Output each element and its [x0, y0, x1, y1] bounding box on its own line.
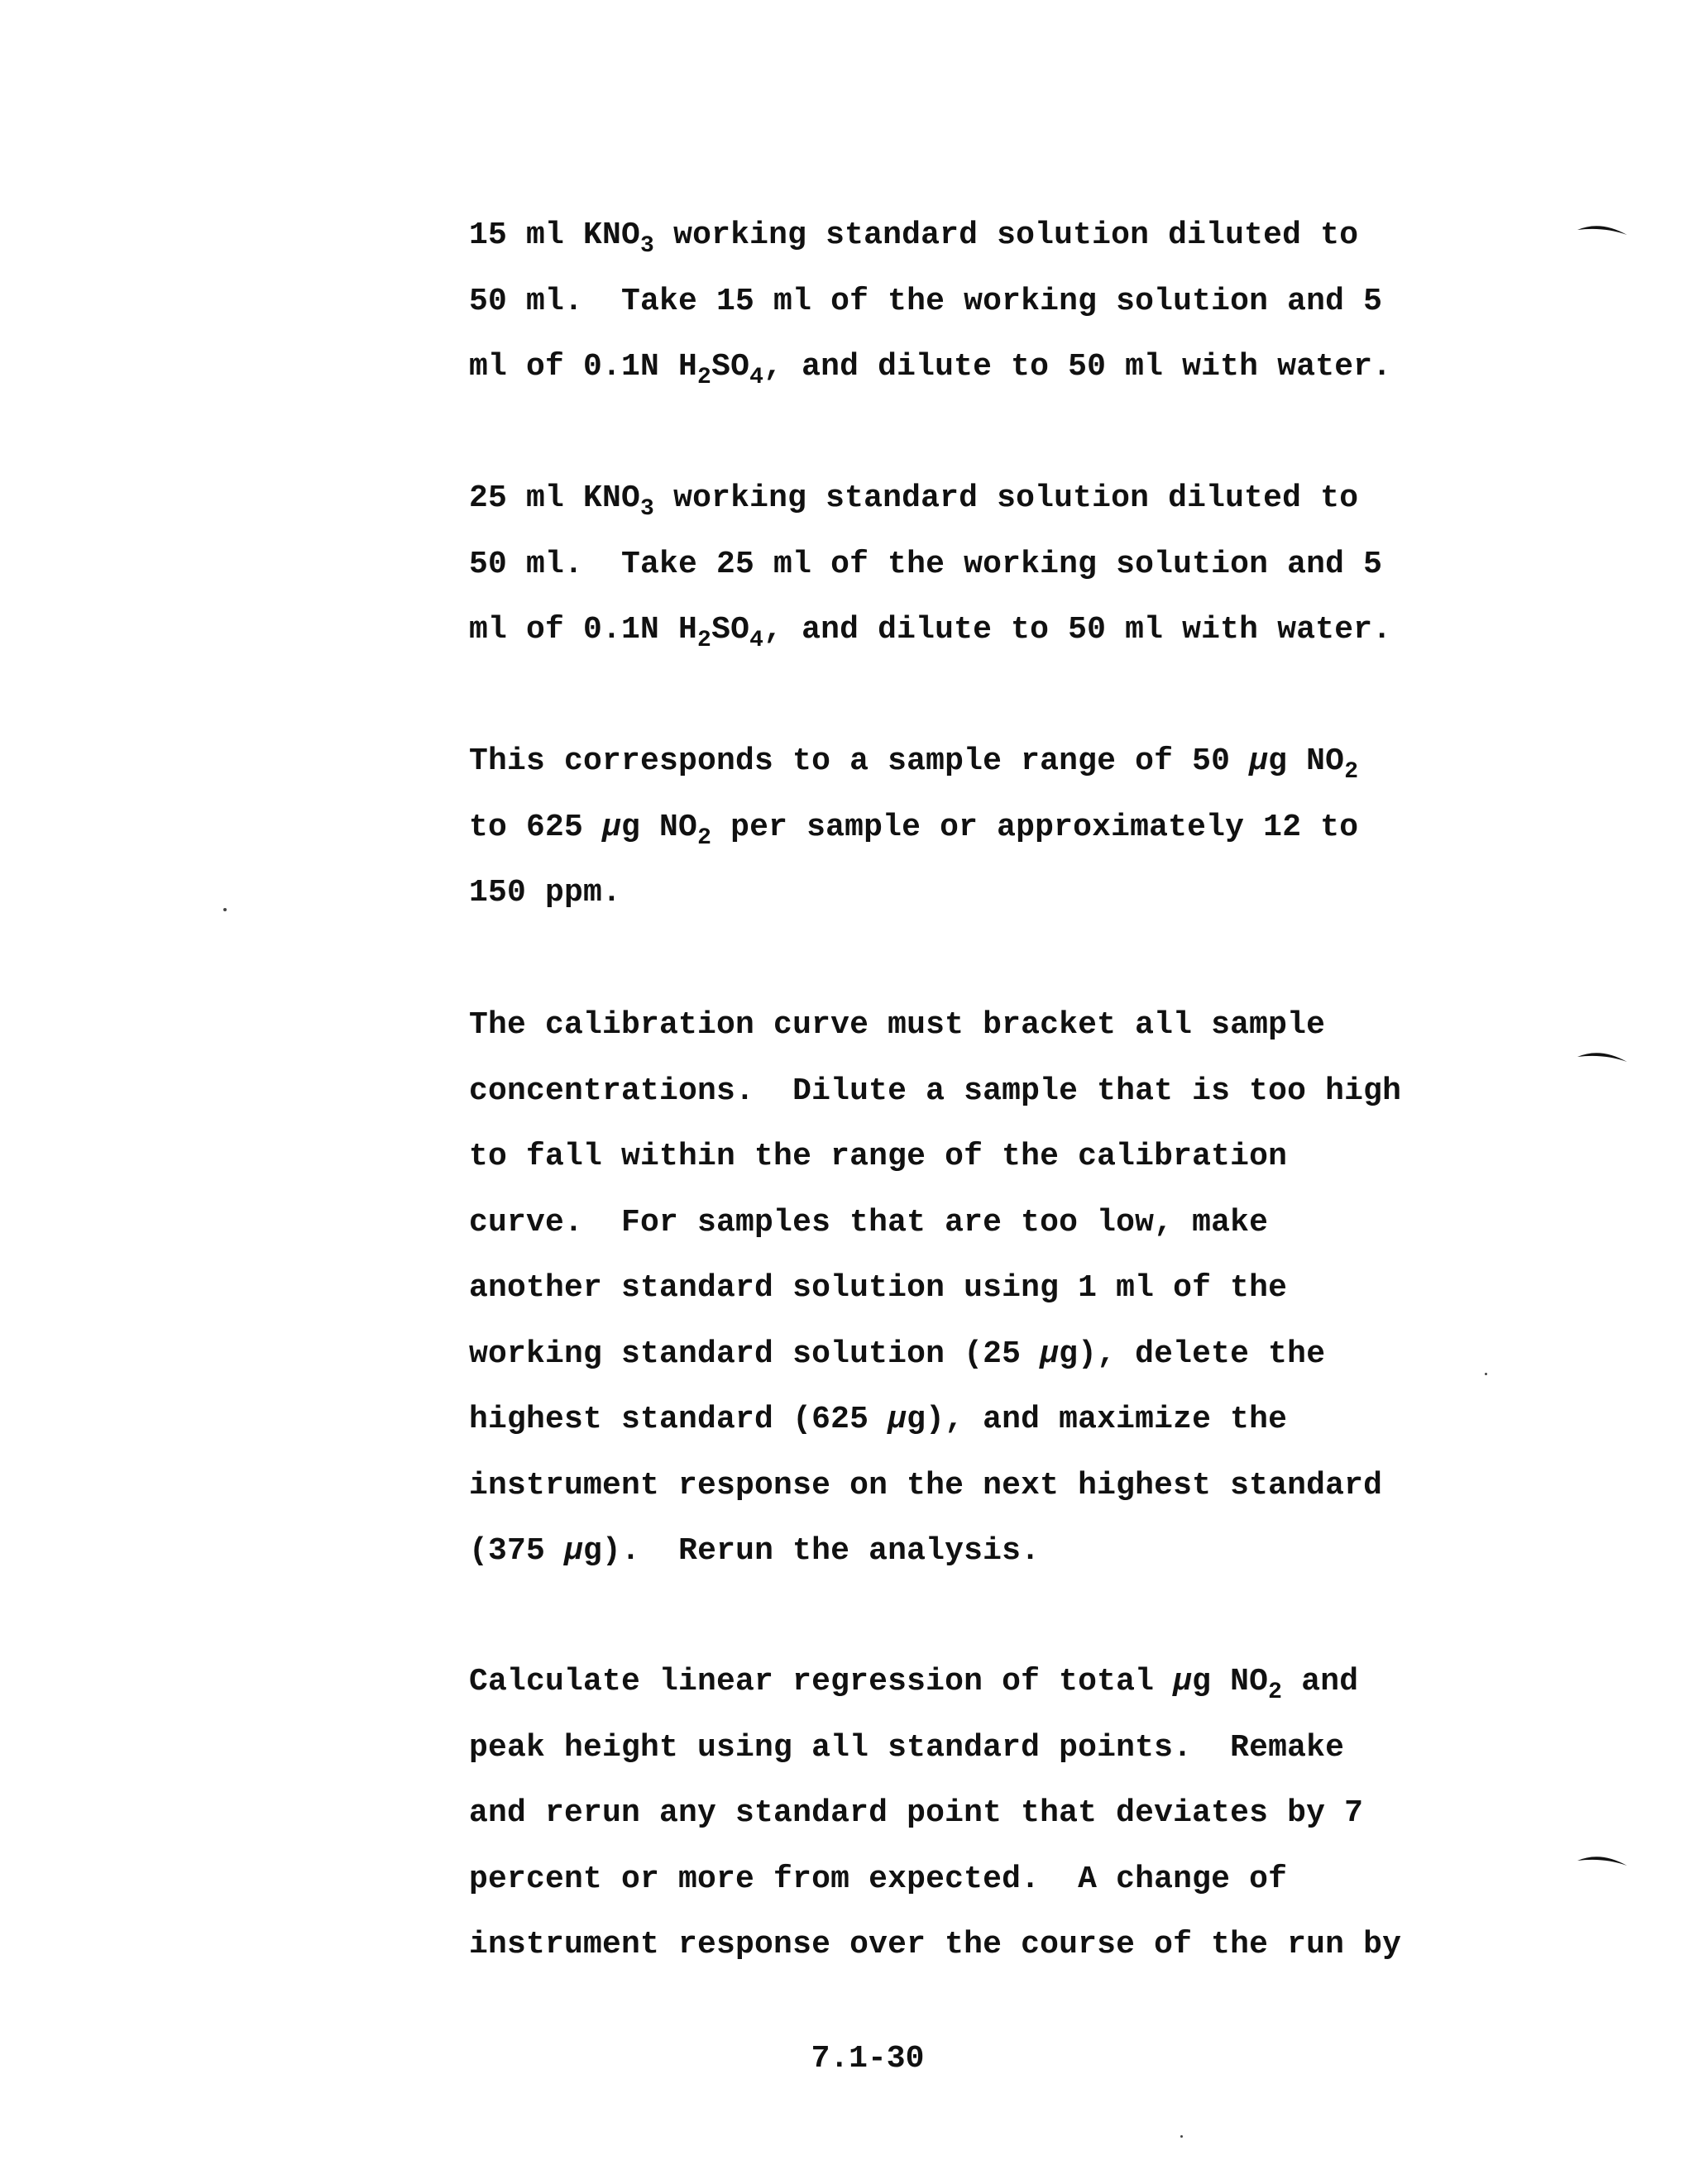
text-run: 50 ml. Take 15 ml of the working solution and 5	[469, 283, 1383, 319]
paragraph-kno3-15ml	[469, 203, 1495, 400]
text-run: Calculate linear regression of total	[469, 1664, 1174, 1699]
subscript: 2	[697, 824, 712, 851]
text-line	[469, 1124, 1495, 1190]
text-run: working standard solution diluted to	[654, 217, 1359, 253]
scan-binder-mark	[1576, 1852, 1629, 1867]
text-run: (375	[469, 1533, 565, 1569]
text-run: g NO	[621, 809, 698, 845]
text-run: and rerun any standard point that deviates by 7	[469, 1795, 1364, 1831]
text-line	[469, 1715, 1495, 1781]
micro-symbol: μ	[1249, 743, 1269, 779]
text-line	[469, 1780, 1495, 1847]
text-run: , and dilute to 50 ml with water.	[763, 349, 1392, 385]
micro-symbol: μ	[1173, 1664, 1193, 1699]
text-line	[469, 860, 1495, 926]
subscript: 2	[1268, 1680, 1283, 1705]
page-number: 7.1-30	[811, 2041, 925, 2076]
text-line	[469, 1321, 1495, 1388]
subscript: 3	[640, 233, 655, 259]
text-run: to 625	[469, 809, 603, 845]
text-run: 25 ml KNO	[469, 480, 641, 516]
paragraph-sample-range	[469, 729, 1495, 926]
text-line	[469, 334, 1495, 400]
text-line	[469, 1059, 1495, 1125]
text-run: ml of 0.1N H	[469, 349, 698, 385]
text-run: g NO	[1192, 1664, 1269, 1699]
text-run: SO	[711, 612, 750, 648]
text-line	[469, 1847, 1495, 1913]
text-run: and	[1282, 1664, 1359, 1699]
text-run: another standard solution using 1 ml of the	[469, 1270, 1288, 1306]
subscript: 4	[749, 365, 764, 390]
text-run: highest standard (625	[469, 1402, 888, 1437]
text-line	[469, 1518, 1495, 1584]
text-line	[469, 532, 1495, 598]
text-run: to fall within the range of the calibration	[469, 1139, 1288, 1174]
subscript: 2	[697, 628, 712, 653]
text-run: percent or more from expected. A change of	[469, 1861, 1288, 1897]
text-run: , and dilute to 50 ml with water.	[763, 612, 1392, 648]
subscript: 2	[697, 365, 712, 390]
text-run: curve. For samples that are too low, make	[469, 1204, 1269, 1240]
text-run: working standard solution diluted to	[654, 480, 1359, 516]
text-line	[469, 1649, 1495, 1715]
scan-speck	[223, 908, 227, 911]
text-run: working standard solution (25	[469, 1336, 1041, 1372]
text-run: SO	[711, 349, 750, 385]
paragraph-calibration-curve	[469, 992, 1495, 1584]
text-run: The calibration curve must bracket all sample	[469, 1007, 1326, 1043]
text-run: peak height using all standard points. Remake	[469, 1729, 1345, 1766]
text-run: 15 ml KNO	[469, 217, 641, 253]
text-run: instrument response on the next highest standard	[469, 1467, 1383, 1503]
text-run: 50 ml. Take 25 ml of the working solution and 5	[469, 546, 1383, 582]
text-run: ml of 0.1N H	[469, 612, 698, 648]
subscript: 4	[749, 628, 764, 653]
subscript: 3	[640, 496, 655, 522]
scan-binder-mark	[1576, 222, 1629, 237]
scan-speck	[1485, 1373, 1487, 1375]
text-run: g), delete the	[1059, 1336, 1326, 1372]
text-line	[469, 795, 1495, 861]
text-run: g). Rerun the analysis.	[583, 1533, 1041, 1569]
text-run: This corresponds to a sample range of 50	[469, 743, 1250, 779]
micro-symbol: μ	[602, 809, 622, 845]
micro-symbol: μ	[888, 1402, 907, 1437]
paragraph-kno3-25ml	[469, 466, 1495, 663]
text-run: concentrations. Dilute a sample that is too high	[469, 1073, 1402, 1109]
text-line	[469, 1453, 1495, 1519]
paragraph-linear-regression	[469, 1649, 1495, 1978]
text-line	[469, 466, 1495, 532]
text-run: instrument response over the course of the run by	[469, 1927, 1402, 1962]
text-run: g NO	[1268, 743, 1345, 779]
text-line	[469, 203, 1495, 269]
scan-speck	[1180, 2135, 1183, 2138]
text-line	[469, 269, 1495, 335]
micro-symbol: μ	[564, 1533, 584, 1569]
text-line	[469, 1912, 1495, 1978]
text-run: 150 ppm.	[469, 875, 622, 910]
text-line	[469, 1190, 1495, 1256]
text-line	[469, 729, 1495, 795]
text-run: per sample or approximately 12 to	[711, 809, 1359, 845]
micro-symbol: μ	[1040, 1336, 1060, 1372]
text-line	[469, 1255, 1495, 1321]
scan-binder-mark	[1576, 1049, 1629, 1063]
text-line	[469, 597, 1495, 663]
text-run: g), and maximize the	[907, 1402, 1288, 1437]
text-line	[469, 992, 1495, 1059]
text-line	[469, 1387, 1495, 1453]
subscript: 2	[1344, 759, 1359, 785]
